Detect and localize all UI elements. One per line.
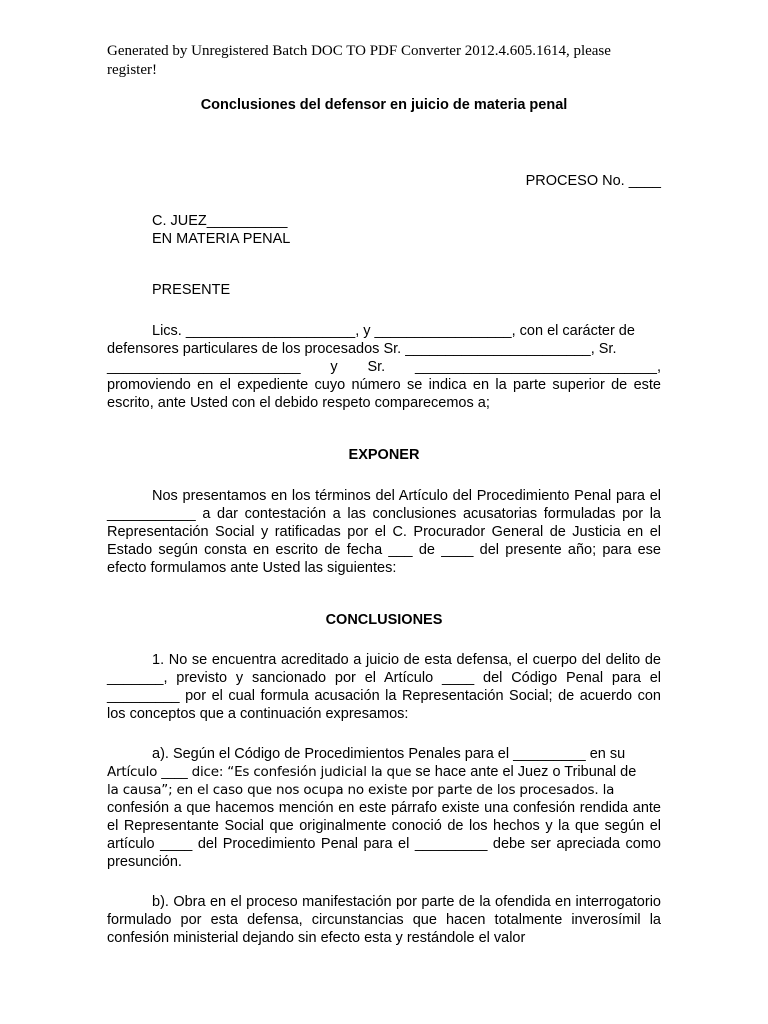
conclusiones-heading: CONCLUSIONES — [325, 612, 443, 628]
lics-rest: promoviendo en el expediente cuyo número se indica en la parte superior de este escrito, ante Usted con el debido respeto comparecemos a; — [107, 377, 661, 411]
document-page — [107, 42, 661, 947]
sr-word: Sr. — [367, 359, 386, 375]
lics-line-1: Lics. _____________________, y _________________, con el carácter de — [152, 323, 635, 339]
exponer-heading: EXPONER — [348, 447, 420, 463]
exponer-paragraph: Nos presentamos en los términos del Artículo del Procedimiento Penal para el ___________ a dar contestación a las conclusiones acusatorias formuladas por la Representación Social y ratificadas por el C. Procurador General de Justicia en el Estado según consta en escrito de fecha ___ de ____ del presente año; para ese efecto formulamos ante Usted las siguientes: — [107, 488, 661, 576]
conclusion-b: b). Obra en el proceso manifestación por parte de la ofendida en interrogatorio formulado por esta defensa, circunstancias que hacen totalmente inverosímil la confesión ministerial dejando sin efecto esta y restándole el valor — [107, 894, 661, 946]
conclusion-a — [107, 745, 661, 871]
conclusion-a-line-2-rest: se hace ante el Juez o Tribunal de — [411, 764, 637, 780]
document-title: Conclusiones del defensor en juicio de materia penal — [200, 97, 568, 113]
juez-line: C. JUEZ__________ — [152, 213, 288, 229]
proceso-number: PROCESO No. ____ — [525, 173, 661, 189]
lics-paragraph — [107, 322, 661, 412]
addressee-block — [152, 212, 661, 248]
blank-2: ______________________________, — [415, 359, 661, 375]
conclusion-a-rest: confesión a que hacemos mención en este párrafo existe una confesión rendida ante el Representante Social que originalmente conoció de los hechos y la que según el artículo ____ del Procedimiento Penal para el _________ debe ser apreciada como presunción. — [107, 800, 661, 870]
conclusion-1: 1. No se encuentra acreditado a juicio de esta defensa, el cuerpo del delito de _______, previsto y sancionado por el Artículo ____ del Código Penal para el _________ por el cual formula acusación la Representación Social; de acuerdo con los conceptos que a continuación expresamos: — [107, 652, 661, 722]
conclusion-a-line-1: a). Según el Código de Procedimientos Penales para el _________ en su — [152, 746, 626, 762]
conclusion-a-line-3: la causa”; en el caso que nos ocupa no existe por parte de los procesados. la — [107, 782, 615, 798]
y-word: y — [330, 359, 338, 375]
conclusion-a-line-2 — [107, 763, 661, 781]
conclusion-a-quote-start: Artículo ____ dice: “Es confesión judicial la que — [107, 764, 412, 780]
materia-line: EN MATERIA PENAL — [152, 231, 291, 247]
converter-watermark: Generated by Unregistered Batch DOC TO PDF Converter 2012.4.605.1614, please register! — [107, 43, 611, 78]
blank-1: ________________________ — [107, 359, 301, 375]
lics-line-3 — [107, 358, 661, 376]
presente-label: PRESENTE — [152, 282, 231, 298]
lics-line-2: defensores particulares de los procesados Sr. _______________________, Sr. — [107, 341, 617, 357]
